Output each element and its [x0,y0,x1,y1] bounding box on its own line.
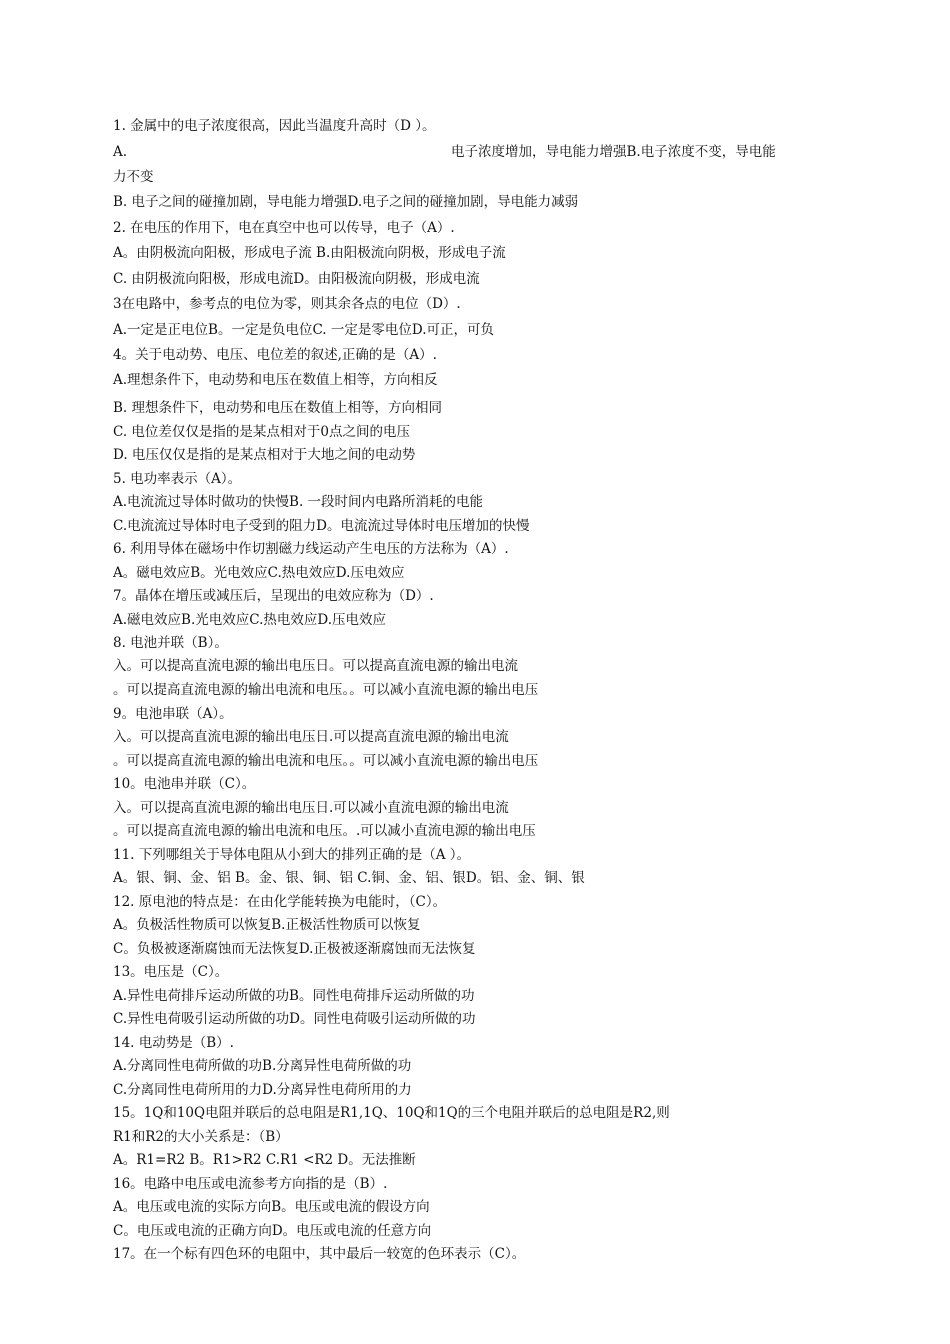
question-14: 14. 电动势是（B）. [113,1035,234,1051]
question-9-options-2: 。可以提高直流电源的输出电流和电压。。可以减小直流电源的输出电压 [113,753,539,769]
question-5-options-2: C.电流流过导体时电子受到的阻力D。电流流过导体时电压增加的快慢 [113,518,530,534]
question-7: 7。晶体在增压或减压后，呈现出的电效应称为（D）. [113,588,434,604]
question-5: 5. 电功率表示（A）。 [113,471,242,487]
question-10-options-2: 。可以提高直流电源的输出电流和电压。.可以减小直流电源的输出电压 [113,823,536,839]
question-2-options-1: A。由阴极流向阳极，形成电子流 B.由阳极流向阴极，形成电子流 [113,245,506,261]
question-8-options-2: 。可以提高直流电源的输出电流和电压。。可以减小直流电源的输出电压 [113,682,539,698]
question-12-options-2: C。负极被逐渐腐蚀而无法恢复D.正极被逐渐腐蚀而无法恢复 [113,941,476,957]
question-10: 10。电池串并联（C）。 [113,776,256,792]
question-12: 12. 原电池的特点是：在由化学能转换为电能时，（C）。 [113,894,447,910]
question-1-options-2: B. 电子之间的碰撞加剧，导电能力增强D.电子之间的碰撞加剧，导电能力减弱 [113,194,579,210]
question-1-options: 电子浓度增加，导电能力增强B.电子浓度不变，导电能 [451,144,776,160]
question-13-options-2: C.异性电荷吸引运动所做的功D。同性电荷吸引运动所做的功 [113,1011,476,1027]
question-4: 4。关于电动势、电压、电位差的叙述,正确的是（A）. [113,347,437,363]
question-4-option-b: B. 理想条件下，电动势和电压在数值上相等，方向相同 [113,400,443,416]
question-3-options: A.一定是正电位B。一定是负电位C. 一定是零电位D.可正，可负 [113,322,495,338]
question-5-options-1: A.电流流过导体时做功的快慢B. 一段时间内电路所消耗的电能 [113,494,484,510]
question-6: 6. 利用导体在磁场中作切割磁力线运动产生电压的方法称为（A）. [113,541,509,557]
question-4-option-a: A.理想条件下，电动势和电压在数值上相等，方向相反 [113,372,438,388]
question-1: 1. 金属中的电子浓度很高，因此当温度升高时（D ）。 [113,118,436,134]
question-1-options-wrap: 力不变 [113,169,154,185]
question-17: 17。在一个标有四色环的电阻中，其中最后一较宽的色环表示（C）。 [113,1246,526,1262]
question-14-options-1: A.分离同性电荷所做的功B.分离异性电荷所做的功 [113,1058,412,1074]
question-7-options: A.磁电效应B.光电效应C.热电效应D.压电效应 [113,612,387,628]
question-6-options: A。磁电效应B。光电效应C.热电效应D.压电效应 [113,565,405,581]
question-8-options-1: 入。可以提高直流电源的输出电压日。可以提高直流电源的输出电流 [113,658,518,674]
question-3: 3在电路中，参考点的电位为零，则其余各点的电位（D）. [113,296,461,312]
question-2-options-2: C. 由阴极流向阳极，形成电流D。由阳极流向阴极，形成电流 [113,271,480,287]
question-9: 9。电池串联（A）。 [113,706,233,722]
question-16-options-2: C。电压或电流的正确方向D。电压或电流的任意方向 [113,1223,432,1239]
question-13-options-1: A.异性电荷排斥运动所做的功B。同性电荷排斥运动所做的功 [113,988,475,1004]
question-2: 2. 在电压的作用下，电在真空中也可以传导，电子（A）. [113,220,455,236]
question-8: 8. 电池并联（B）。 [113,635,228,651]
question-14-options-2: C.分离同性电荷所用的力D.分离异性电荷所用的力 [113,1082,412,1098]
question-16-options-1: A。电压或电流的实际方向B。电压或电流的假设方向 [113,1199,430,1215]
question-11: 11. 下列哪组关于导体电阻从小到大的排列正确的是（A ）。 [113,847,471,863]
question-16: 16。电路中电压或电流参考方向指的是（B）. [113,1176,388,1192]
question-4-option-d: D. 电压仅仅是指的是某点相对于大地之间的电动势 [113,447,416,463]
question-12-options-1: A。负极活性物质可以恢复B.正极活性物质可以恢复 [113,917,421,933]
question-15-wrap: R1和R2的大小关系是：（B） [113,1129,289,1145]
question-13: 13。电压是（C）。 [113,964,229,980]
question-9-options-1: 入。可以提高直流电源的输出电压日.可以提高直流电源的输出电流 [113,729,509,745]
question-1-option-a-label: A. [113,144,128,160]
question-15-options: A。R1=R2 B。R1>R2 C.R1 <R2 D。无法推断 [113,1152,416,1168]
question-15: 15。1Q和10Q电阻并联后的总电阻是R1,1Q、10Q和1Q的三个电阻并联后的总电阻是R2,则 [113,1105,670,1121]
question-4-option-c: C. 电位差仅仅是指的是某点相对于0点之间的电压 [113,424,411,440]
question-10-options-1: 入。可以提高直流电源的输出电压日.可以减小直流电源的输出电流 [113,800,509,816]
question-11-options: A。银、铜、金、铝 B。金、银、铜、铝 C.铜、金、铝、银D。铝、金、铜、银 [113,870,585,886]
